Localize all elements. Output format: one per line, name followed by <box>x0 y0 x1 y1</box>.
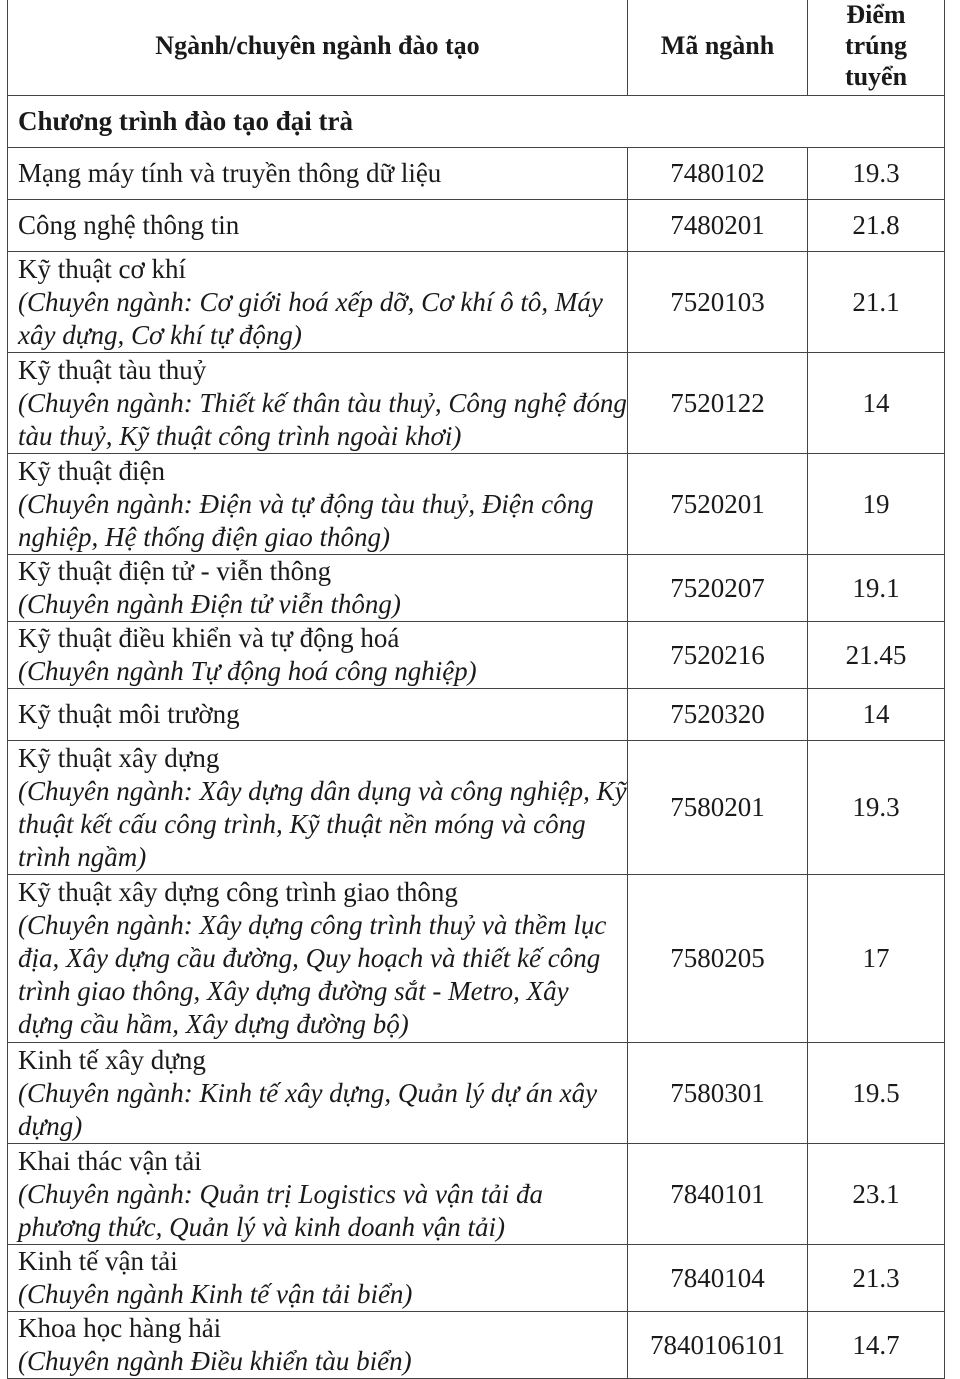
major-specialization: (Chuyên ngành: Kinh tế xây dựng, Quản lý dự án xây dựng) <box>18 1077 598 1141</box>
header-score: Điểm trúng tuyển <box>808 0 945 96</box>
major-cell <box>8 741 628 875</box>
table-row <box>8 1043 945 1144</box>
major-specialization: (Chuyên ngành: Điện và tự động tàu thuỷ, Điện công nghiệp, Hệ thống điện giao thông) <box>18 488 594 552</box>
major-cell <box>8 454 628 555</box>
major-cell <box>8 689 628 741</box>
major-score: 21.3 <box>808 1245 945 1312</box>
major-code: 7520201 <box>628 454 808 555</box>
table-row <box>8 353 945 454</box>
major-specialization: (Chuyên ngành Tự động hoá công nghiệp) <box>18 656 477 686</box>
major-cell <box>8 252 628 353</box>
major-score: 19.1 <box>808 555 945 622</box>
major-name: Khai thác vận tải <box>18 1145 202 1176</box>
header-code: Mã ngành <box>628 0 808 96</box>
major-specialization: (Chuyên ngành: Xây dựng dân dụng và công nghiệp, Kỹ thuật kết cấu công trình, Kỹ thuật nền móng và công trình ngầm) <box>18 775 627 872</box>
major-cell <box>8 622 628 689</box>
major-score: 19.3 <box>808 148 945 200</box>
major-code: 7520103 <box>628 252 808 353</box>
table-row <box>8 454 945 555</box>
major-score: 23.1 <box>808 1144 945 1245</box>
table-row <box>8 689 945 741</box>
major-score: 21.45 <box>808 622 945 689</box>
table-row <box>8 1312 945 1379</box>
major-code: 7840106101 <box>628 1312 808 1379</box>
major-specialization: (Chuyên ngành Điện tử viễn thông) <box>18 589 401 619</box>
header-row <box>8 0 945 96</box>
table-row <box>8 200 945 252</box>
admission-score-table <box>7 0 945 1379</box>
major-code: 7580301 <box>628 1043 808 1144</box>
table-row <box>8 622 945 689</box>
major-name: Mạng máy tính và truyền thông dữ liệu <box>18 158 442 188</box>
major-score: 14 <box>808 689 945 741</box>
major-cell <box>8 200 628 252</box>
major-cell <box>8 353 628 454</box>
major-name: Kinh tế xây dựng <box>18 1044 206 1075</box>
major-score: 14 <box>808 353 945 454</box>
major-specialization: (Chuyên ngành: Thiết kế thân tàu thuỷ, Công nghệ đóng tàu thuỷ, Kỹ thuật công trình ngoài khơi) <box>18 387 627 451</box>
section-title: Chương trình đào tạo đại trà <box>8 96 945 148</box>
major-cell <box>8 555 628 622</box>
major-code: 7580205 <box>628 875 808 1043</box>
table-row <box>8 252 945 353</box>
major-score: 17 <box>808 875 945 1043</box>
major-code: 7840101 <box>628 1144 808 1245</box>
major-name: Kỹ thuật cơ khí <box>18 253 186 284</box>
major-cell <box>8 1245 628 1312</box>
major-cell <box>8 148 628 200</box>
table-row <box>8 1144 945 1245</box>
major-name: Kỹ thuật tàu thuỷ <box>18 354 207 385</box>
table-row <box>8 875 945 1043</box>
section-row <box>8 96 945 148</box>
major-cell <box>8 1144 628 1245</box>
major-name: Công nghệ thông tin <box>18 210 240 240</box>
major-name: Khoa học hàng hải <box>18 1313 222 1343</box>
major-score: 19.3 <box>808 741 945 875</box>
table-row <box>8 741 945 875</box>
major-cell <box>8 1043 628 1144</box>
major-score: 21.1 <box>808 252 945 353</box>
major-specialization: (Chuyên ngành: Xây dựng công trình thuỷ và thềm lục địa, Xây dựng cầu đường, Quy hoạch và thiết kế công trình giao thông, Xây dựng đường sắt - Metro, Xây dựng cầu hầm, Xây dựng đường bộ) <box>18 910 607 1039</box>
major-score: 14.7 <box>808 1312 945 1379</box>
major-code: 7520216 <box>628 622 808 689</box>
major-name: Kỹ thuật điện <box>18 455 165 486</box>
major-code: 7480201 <box>628 200 808 252</box>
table-row <box>8 148 945 200</box>
header-major: Ngành/chuyên ngành đào tạo <box>8 0 628 96</box>
major-score: 19.5 <box>808 1043 945 1144</box>
major-score: 19 <box>808 454 945 555</box>
major-code: 7520122 <box>628 353 808 454</box>
major-name: Kỹ thuật xây dựng công trình giao thông <box>18 877 458 907</box>
major-specialization: (Chuyên ngành: Quản trị Logistics và vận tải đa phương thức, Quản lý và kinh doanh vận tải) <box>18 1178 543 1242</box>
table-row <box>8 1245 945 1312</box>
major-code: 7520320 <box>628 689 808 741</box>
major-cell <box>8 875 628 1043</box>
table-row <box>8 555 945 622</box>
major-code: 7580201 <box>628 741 808 875</box>
major-code: 7840104 <box>628 1245 808 1312</box>
major-specialization: (Chuyên ngành Điều khiển tàu biển) <box>18 1346 412 1376</box>
major-code: 7480102 <box>628 148 808 200</box>
major-name: Kỹ thuật môi trường <box>18 699 240 729</box>
major-specialization: (Chuyên ngành Kinh tế vận tải biển) <box>18 1279 413 1309</box>
major-code: 7520207 <box>628 555 808 622</box>
major-specialization: (Chuyên ngành: Cơ giới hoá xếp dỡ, Cơ khí ô tô, Máy xây dựng, Cơ khí tự động) <box>18 286 603 350</box>
major-name: Kỹ thuật điều khiển và tự động hoá <box>18 623 400 653</box>
major-name: Kỹ thuật điện tử - viễn thông <box>18 556 332 586</box>
major-name: Kinh tế vận tải <box>18 1246 178 1276</box>
major-name: Kỹ thuật xây dựng <box>18 742 220 773</box>
major-cell <box>8 1312 628 1379</box>
major-score: 21.8 <box>808 200 945 252</box>
